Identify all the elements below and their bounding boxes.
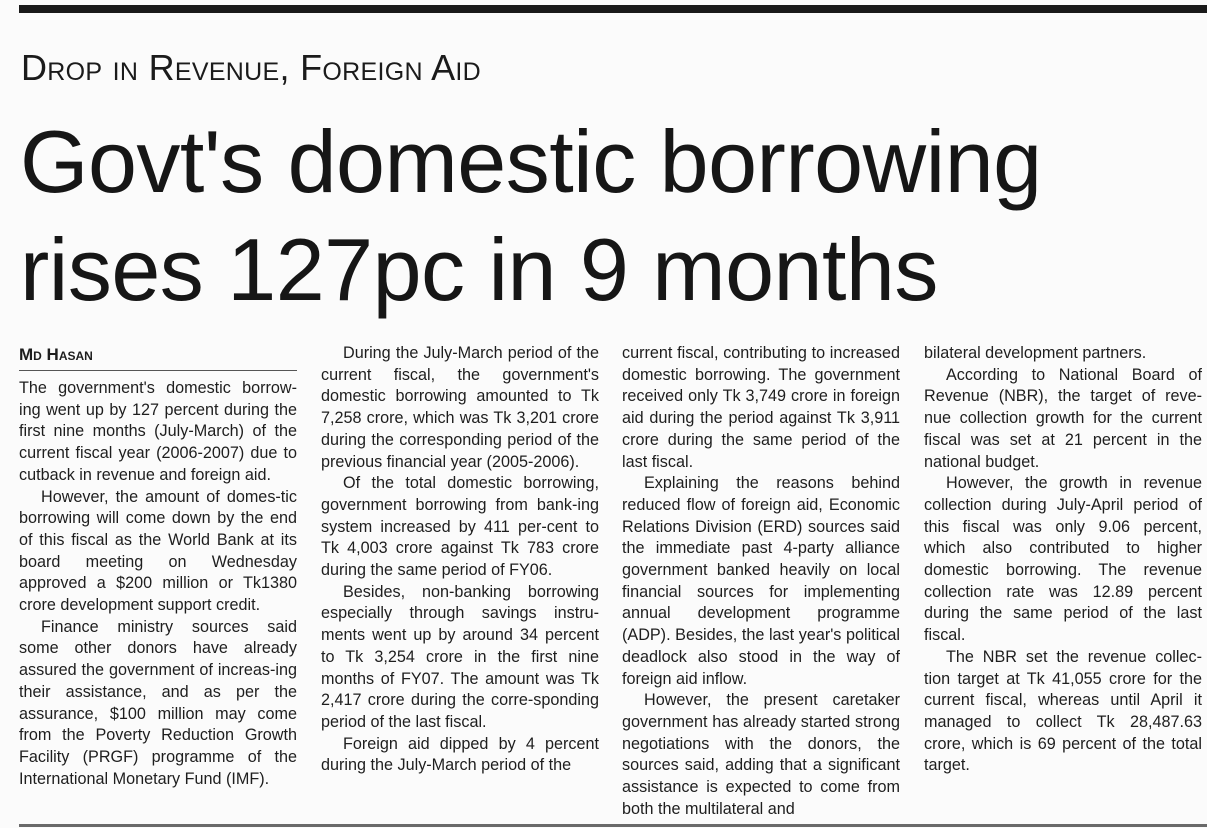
paragraph: current fiscal, contributing to increased domestic borrowing. The government received only Tk 3,749 crore in foreign aid during the period against Tk 3,911 crore during the same period of the last fiscal. xyxy=(622,344,900,471)
paragraph: The government's domestic borrow-ing went up by 127 percent during the first nine months (July-March) of the current fiscal year (2006-2007) due to cutback in revenue and foreign aid. xyxy=(19,379,297,484)
article-column-1 xyxy=(19,343,297,823)
paragraph: According to National Board of Revenue (NBR), the target of reve-nue collection growth for the current fiscal was set at 21 percent in the national budget. xyxy=(924,365,1202,471)
paragraph: bilateral development partners. xyxy=(924,344,1147,362)
paragraph: However, the present caretaker government has already started strong negotiations with the donors, the sources said, adding that a significant assistance is expected to come from both the multilateral and xyxy=(622,691,900,818)
article-column-3 xyxy=(622,343,900,823)
article-headline xyxy=(20,108,1205,324)
paragraph: However, the growth in revenue collection during July-April period of this fiscal was only 9.06 percent, which also contributed to higher domestic borrowing. The revenue collection rate was 12.89 percent during the same period of the last fiscal. xyxy=(924,474,1202,645)
paragraph: Besides, non-banking borrowing especially through savings instru-ments went up by around 34 percent to Tk 3,254 crore in the first nine months of FY07. The amount was Tk 2,417 crore during the corre-sponding period of the last fiscal. xyxy=(321,582,599,731)
article-kicker: Drop in Revenue, Foreign Aid xyxy=(21,47,482,88)
paragraph: However, the amount of domes-tic borrowing will come down by the end of this fiscal as the World Bank at its board meeting on Wednesday approved a $200 million or Tk1380 crore development support credit. xyxy=(19,487,297,615)
paragraph: During the July-March period of the current fiscal, the government's domestic borrowing amounted to Tk 7,258 crore, which was Tk 3,201 crore during the corresponding period of the previous financial year (2005-2006). xyxy=(321,344,599,471)
paragraph: Foreign aid dipped by 4 percent during the July-March period of the xyxy=(321,734,599,775)
byline: Md Hasan xyxy=(19,343,297,371)
paragraph: The NBR set the revenue collec-tion target at Tk 41,055 crore for the current fiscal, whereas until April it managed to collect Tk 28,487.63 crore, which is 69 percent of the total target. xyxy=(924,647,1202,775)
article-column-4 xyxy=(924,343,1202,823)
bottom-rule xyxy=(19,824,1207,827)
article-column-2 xyxy=(321,343,599,823)
paragraph: Of the total domestic borrowing, government borrowing from bank-ing system increased by 411 per-cent to Tk 4,003 crore against Tk 783 crore during the same period of FY06. xyxy=(321,474,599,580)
headline-line-2: rises 127pc in 9 months xyxy=(20,220,938,319)
headline-line-1: Govt's domestic borrowing xyxy=(20,112,1042,211)
paragraph: Finance ministry sources said some other donors have already assured the government of increas-ing their assistance, and as per the assurance, $100 million may come from the Poverty Reduction Growth Facility (PRGF) programme of the International Monetary Fund (IMF). xyxy=(19,617,297,788)
top-rule xyxy=(19,5,1207,13)
paragraph: Explaining the reasons behind reduced flow of foreign aid, Economic Relations Division (ERD) sources said the immediate past 4-party alliance government banked heavily on local financial sources for implementing annual development programme (ADP). Besides, the last year's political deadlock also stood in the way of foreign aid inflow. xyxy=(622,474,900,688)
